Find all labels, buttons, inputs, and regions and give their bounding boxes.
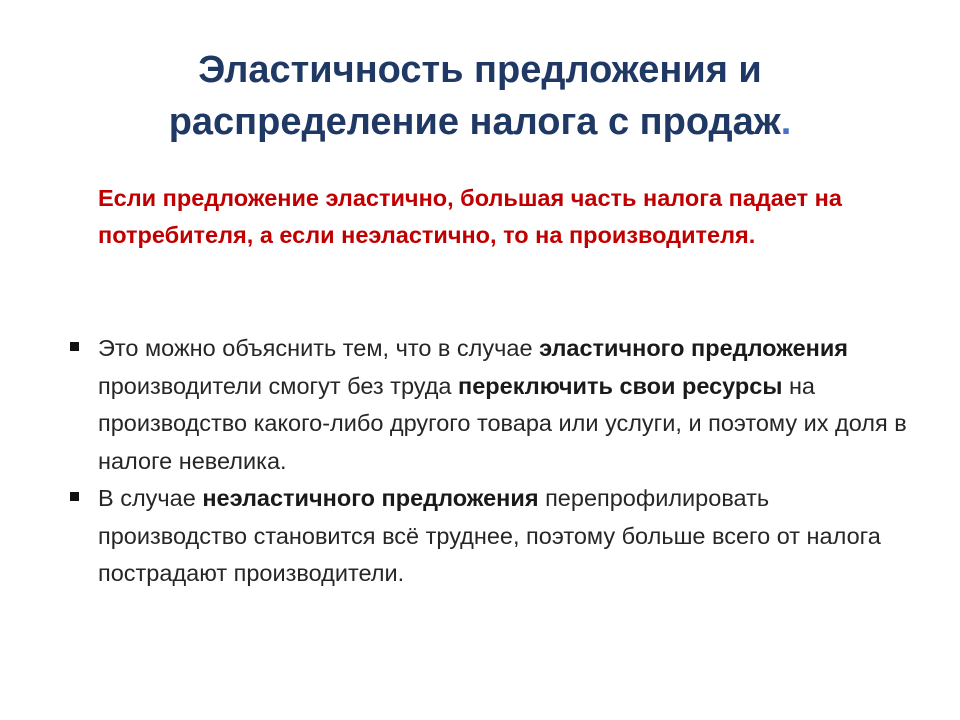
bullet-1-text-2: производители смогут без труда (98, 372, 459, 399)
intro-statement: Если предложение эластично, большая часть налога падает на потребителя, а если неэластично, то на производителя. (98, 185, 842, 248)
title-line-1: Эластичность предложения и (198, 49, 762, 91)
slide-title (60, 44, 900, 148)
bullet-1-text-1: Это можно объяснить тем, что в случае (98, 335, 540, 361)
bullet-list (66, 330, 916, 593)
title-line-2 (60, 96, 900, 148)
bullet-2-text-1: В случае (98, 485, 203, 511)
title-end-dot: . (780, 101, 792, 143)
title-line-2-text: распределение налога с продаж (168, 101, 781, 143)
bullet-2-text-2: перепрофилировать производство становится всё труднее, поэтому больше всего от налога пострадают производители. (98, 485, 881, 586)
bullet-2-bold-1: неэластичного предложения (202, 485, 539, 511)
bullet-1-bold-2: переключить свои ресурсы (458, 372, 783, 399)
bullet-1-text-3: на производство какого-либо другого товара или услуги, и поэтому их доля в налоге невелика. (98, 372, 907, 474)
bullet-1-bold-1: эластичного предложения (539, 335, 849, 361)
bullet-item-2 (66, 480, 916, 593)
square-bullet-icon (70, 342, 79, 351)
square-bullet-icon (70, 492, 79, 501)
bullet-item-1 (66, 330, 916, 480)
